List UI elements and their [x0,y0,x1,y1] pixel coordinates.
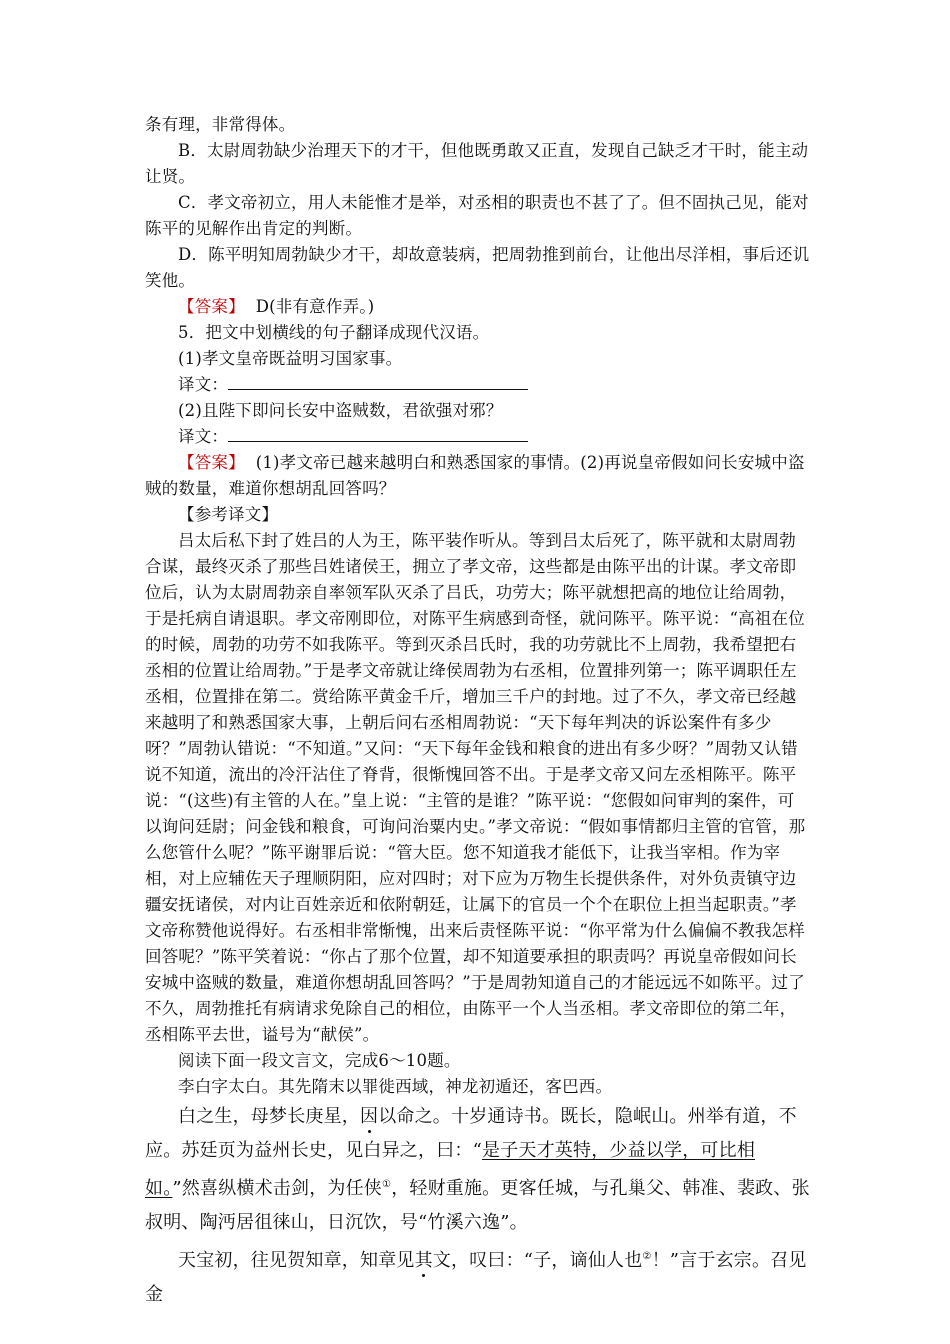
q4-answer-line [145,294,810,320]
answer-tag: 【答案】 [178,297,245,316]
answer-blank[interactable] [228,425,528,442]
q5-blank-line-2 [145,424,810,450]
footnote-marker: ② [642,1251,652,1262]
passage-text: 文，叹曰：“子，谪仙人也 [432,1250,643,1271]
q5-sentence-1: (1)孝文皇帝既益明习国家事。 [178,349,403,368]
continuation-line: 条有理，非常得体。 [145,115,296,134]
underlined-sentence: 是子天才英特，少益以学，可比相如。 [145,1140,756,1199]
q5-blank-line-1 [145,372,810,398]
passage-paragraph-2 [145,1100,810,1240]
q5-stem: 5．把文中划横线的句子翻译成现代汉语。 [178,323,490,342]
passage-text: ，轻财重施。更客任城，与孔巢父、韩准、裴政、张叔明、陶沔居徂徕山，日沉饮，号“竹溪六逸”。 [145,1178,810,1233]
q5-sentence-2: (2)且陛下即问长安中盗贼数，君欲强对邪？ [178,401,503,420]
translation-label: 译文： [178,427,229,446]
passage-text: 白之生，母梦长庚星， [178,1106,360,1127]
reference-translation-title: 【参考译文】 [178,505,279,524]
option-b: B．太尉周勃缺少治理天下的才干，但他既勇敢又正直，发现自己缺乏才干时，能主动让贤。 [145,141,809,186]
passage-text: 以命之。十岁通诗书。既长，隐岷山。州举有道，不应。苏廷页为益州长史，见白异之，曰：“ [145,1106,797,1161]
passage-text: ”然喜纵横术击剑，为任侠 [172,1178,383,1199]
footnote-marker: ① [382,1179,392,1190]
passage-text: ！”言于玄宗。召见金 [145,1250,807,1305]
passage-text: 天宝初，往见贺知章，知章见 [178,1250,415,1271]
translation-label: 译文： [178,375,229,394]
question-6-intro: 阅读下面一段文言文，完成6～10题。 [178,1051,461,1070]
reference-translation-text: 吕太后私下封了姓吕的人为王，陈平装作听从。等到吕太后死了，陈平就和太尉周勃合谋，最终灭杀了那些吕姓诸侯王，拥立了孝文帝，这些都是由陈平出的计谋。孝文帝即位后，认为太尉周勃亲自率领军队灭杀了吕氏，功劳大；陈平就想把高的地位让给周勃，于是托病自请退职。孝文帝刚即位，对陈平生病感到奇怪，就问陈平。陈平说：“高祖在位的时候，周勃的功劳不如我陈平。等到灭杀吕氏时，我的功劳就比不上周勃，我希望把右丞相的位置让给周勃。”于是孝文帝就让绛侯周勃为右丞相，位置排列第一；陈平调职任左丞相，位置排在第二。赏给陈平黄金千斤，增加三千户的封地。过了不久，孝文帝已经越来越明了和熟悉国家大事，上朝后问右丞相周勃说：“天下每年判决的诉讼案件有多少呀？”周勃认错说：“不知道。”又问：“天下每年金钱和粮食的进出有多少呀？”周勃又认错说不知道，流出的冷汗沾住了脊背，很惭愧回答不出。于是孝文帝又问左丞相陈平。陈平说：“(这些)有主管的人在。”皇上说：“主管的是谁？”陈平说：“您假如问审判的案件，可以询问廷尉；问金钱和粮食，可询问治粟内史。”孝文帝说：“假如事情都归主管的官管，那么您管什么呢？”陈平谢罪后说：“管大臣。您不知道我才能低下，让我当宰相。作为宰相，对上应辅佐天子理顺阴阳，应对四时；对下应为万物生长提供条件，对外负责镇守边疆安抚诸侯，对内让百姓亲近和依附朝廷，让属下的官员一个个在职位上担当起职责。”孝文帝称赞他说得好。右丞相非常惭愧，出来后责怪陈平说：“你平常为什么偏偏不教我怎样回答呢？”陈平笑着说：“你占了那个位置，却不知道要承担的职责吗？再说皇帝假如问长安城中盗贼的数量，难道你想胡乱回答吗？”于是周勃知道自己的才能远远不如陈平。过了不久，周勃推托有病请求免除自己的相位，由陈平一个人当丞相。孝文帝即位的第二年，丞相陈平去世，谥号为“献侯”。 [145,531,806,1044]
option-d: D．陈平明知周勃缺少才干，却故意装病，把周勃推到前台，让他出尽洋相，事后还讥笑他。 [145,245,810,290]
passage-paragraph-3 [145,1240,810,1312]
option-c: C．孝文帝初立，用人未能惟才是举，对丞相的职责也不甚了了。但不固执己见，能对陈平的见解作出肯定的判断。 [145,193,809,238]
q4-answer: D(非有意作弄。) [255,297,375,316]
dotted-character: 其 [414,1250,433,1271]
dotted-character: 因 [360,1106,379,1127]
passage-paragraph-1: 李白字太白。其先隋末以罪徙西域，神龙初遁还，客巴西。 [178,1077,613,1096]
q5-answer: (1)孝文帝已越来越明白和熟悉国家的事情。(2)再说皇帝假如问长安城中盗贼的数量，难道你想胡乱回答吗？ [145,453,805,498]
answer-blank[interactable] [228,373,528,390]
answer-tag: 【答案】 [178,453,245,472]
document-page [145,112,810,1312]
q5-answer-line [145,450,810,502]
